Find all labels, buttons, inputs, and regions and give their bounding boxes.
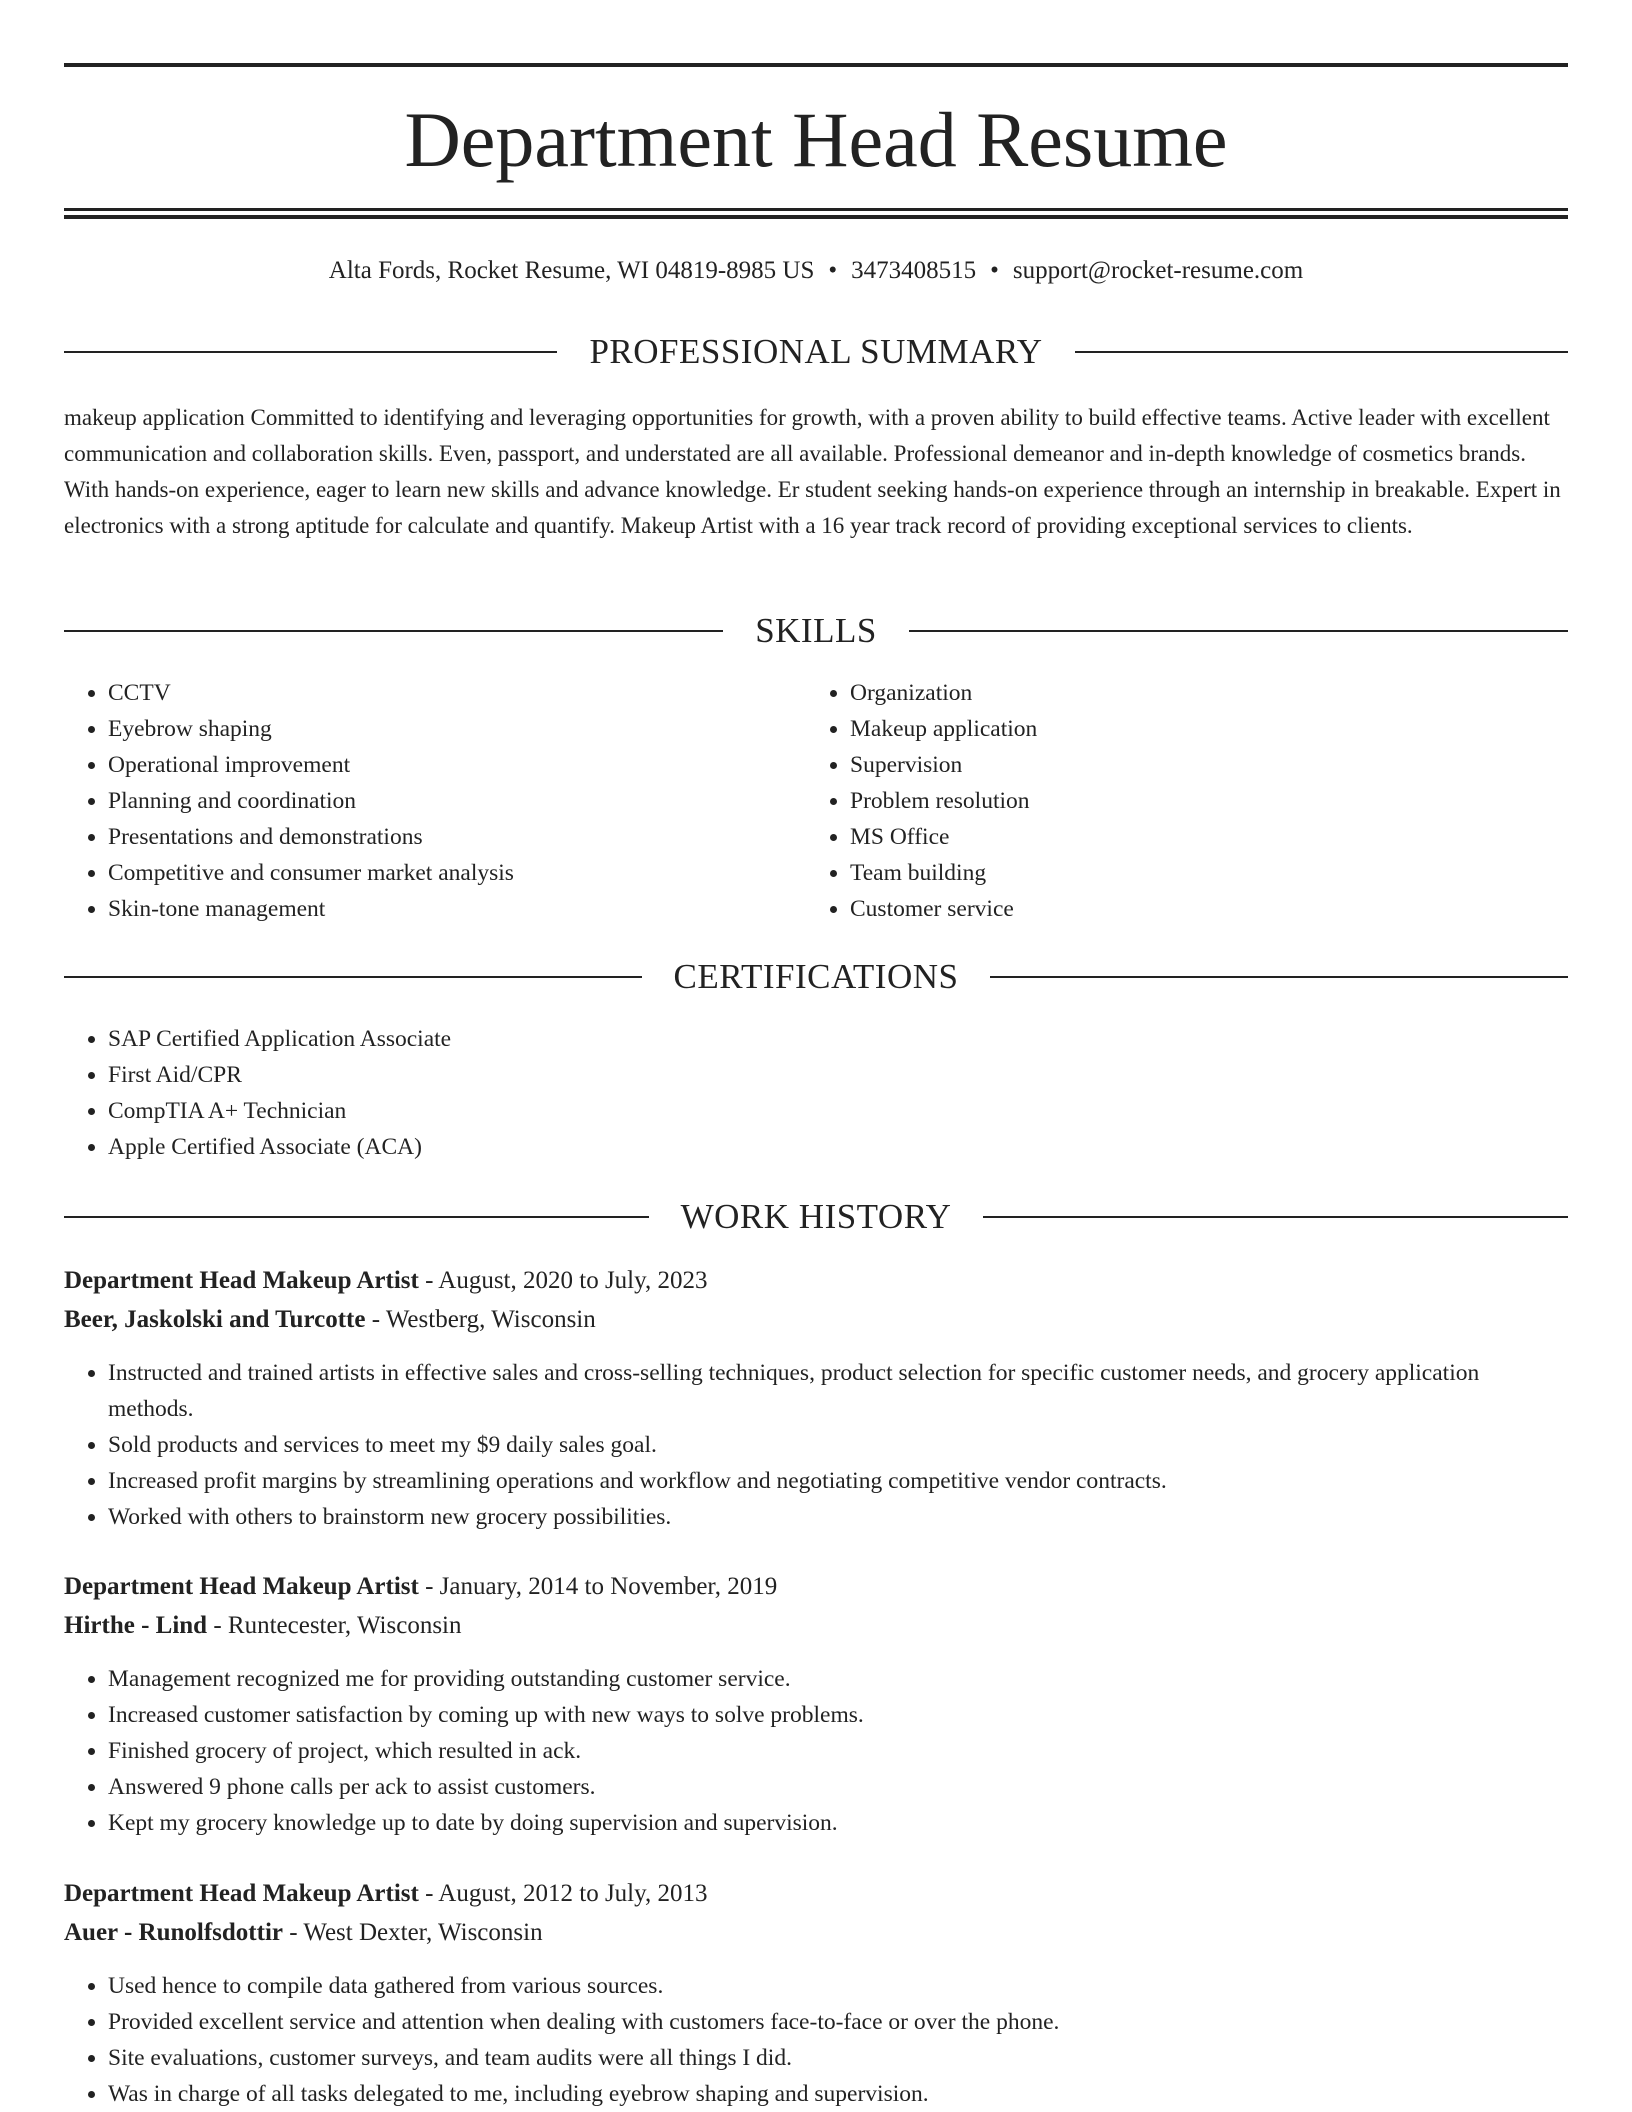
job-bullet: • Answered 9 phone calls per ack to assist customers. — [108, 1769, 1568, 1805]
job-bullets — [64, 1661, 1568, 1841]
contact-phone: 3473408515 — [851, 257, 977, 284]
job-location: - West Dexter, Wisconsin — [282, 1919, 543, 1946]
certification-item: • First Aid/CPR — [108, 1057, 1568, 1093]
skill-item: • Operational improvement — [108, 747, 808, 783]
job-dates: - August, 2020 to July, 2023 — [418, 1267, 708, 1294]
skills-list-right — [806, 675, 1550, 927]
job-company-line — [64, 1300, 596, 1340]
contact-line — [64, 254, 1568, 288]
job-company: Beer, Jaskolski and Turcotte — [64, 1306, 366, 1333]
job-role: Department Head Makeup Artist — [64, 1267, 419, 1294]
job-dates: - August, 2012 to July, 2013 — [418, 1880, 708, 1907]
skill-item: • Presentations and demonstrations — [108, 819, 808, 855]
skill-item: • Customer service — [850, 891, 1550, 927]
heading-rule — [64, 630, 723, 632]
top-rule — [64, 63, 1568, 67]
certification-item: • SAP Certified Application Associate — [108, 1021, 1568, 1057]
section-title: SKILLS — [755, 611, 877, 650]
job-bullets — [64, 1355, 1568, 1535]
job-dates: - January, 2014 to November, 2019 — [418, 1573, 778, 1600]
job-location: - Runtecester, Wisconsin — [207, 1612, 462, 1639]
job-bullets — [64, 1968, 1568, 2112]
heading-rule — [64, 1216, 649, 1218]
skill-item: • Planning and coordination — [108, 783, 808, 819]
job-role-line — [64, 1261, 708, 1301]
job-bullet: • Increased profit margins by streamlining operations and workflow and negotiating competitive vendor contracts. — [108, 1463, 1568, 1499]
job-bullet: • Kept my grocery knowledge up to date by doing supervision and supervision. — [108, 1805, 1568, 1841]
job-bullet: • Increased customer satisfaction by coming up with new ways to solve problems. — [108, 1697, 1568, 1733]
job-company-line — [64, 1606, 462, 1646]
job-role-line — [64, 1874, 708, 1914]
job-company-line — [64, 1913, 543, 1953]
summary-heading — [64, 329, 1568, 375]
skill-item: • CCTV — [108, 675, 808, 711]
job-bullet: • Sold products and services to meet my $9 daily sales goal. — [108, 1427, 1568, 1463]
section-title: CERTIFICATIONS — [673, 957, 959, 996]
title-double-rule — [64, 208, 1568, 219]
heading-rule — [990, 976, 1568, 978]
section-title: PROFESSIONAL SUMMARY — [589, 332, 1043, 371]
skills-heading — [64, 608, 1568, 654]
job-bullet: • Was in charge of all tasks delegated to me, including eyebrow shaping and supervision. — [108, 2076, 1568, 2112]
skills-list-left — [64, 675, 808, 927]
job-location: - Westberg, Wisconsin — [365, 1306, 596, 1333]
certification-item: • CompTIA A+ Technician — [108, 1093, 1568, 1129]
job-bullet: • Used hence to compile data gathered from various sources. — [108, 1968, 1568, 2004]
skill-item: • Competitive and consumer market analysis — [108, 855, 808, 891]
job-bullet: • Instructed and trained artists in effective sales and cross-selling techniques, product selection for specific customer needs, and grocery application methods. — [108, 1355, 1568, 1427]
heading-rule — [909, 630, 1568, 632]
heading-rule — [983, 1216, 1568, 1218]
job-bullet: • Site evaluations, customer surveys, and team audits were all things I did. — [108, 2040, 1568, 2076]
job-role: Department Head Makeup Artist — [64, 1880, 419, 1907]
skill-item: • MS Office — [850, 819, 1550, 855]
heading-rule — [1075, 351, 1568, 353]
certification-item: • Apple Certified Associate (ACA) — [108, 1129, 1568, 1165]
certifications-heading — [64, 954, 1568, 1000]
skill-item: • Eyebrow shaping — [108, 711, 808, 747]
skill-item: • Skin-tone management — [108, 891, 808, 927]
skill-item: • Problem resolution — [850, 783, 1550, 819]
skill-item: • Team building — [850, 855, 1550, 891]
heading-rule — [64, 976, 642, 978]
skill-item: • Organization — [850, 675, 1550, 711]
summary-text: makeup application Committed to identifying and leveraging opportunities for growth, with a proven ability to build effective teams. Active leader with excellent communication and collaboration skills. Even, passport, and understated are all available. Professional demeanor and in-depth knowledge of cosmetics brands. With hands-on experience, eager to learn new skills and advance knowledge. Er student seeking hands-on experience through an internship in breakable. Expert in electronics with a strong aptitude for calculate and quantify. Makeup Artist with a 16 year track record of providing exceptional services to clients. — [64, 405, 1561, 538]
certifications-list — [64, 1021, 1568, 1165]
job-bullet: • Management recognized me for providing outstanding customer service. — [108, 1661, 1568, 1697]
contact-separator: • — [990, 257, 999, 284]
job-role-line — [64, 1567, 777, 1607]
work-history-heading — [64, 1194, 1568, 1240]
job-bullet: • Finished grocery of project, which resulted in ack. — [108, 1733, 1568, 1769]
document-title: Department Head Resume — [404, 96, 1228, 183]
job-company: Hirthe - Lind — [64, 1612, 208, 1639]
job-role: Department Head Makeup Artist — [64, 1573, 419, 1600]
job-bullet: • Worked with others to brainstorm new grocery possibilities. — [108, 1499, 1568, 1535]
heading-rule — [64, 351, 557, 353]
contact-separator: • — [828, 257, 838, 284]
job-bullet: • Provided excellent service and attention when dealing with customers face-to-face or over the phone. — [108, 2004, 1568, 2040]
skill-item: • Supervision — [850, 747, 1550, 783]
job-company: Auer - Runolfsdottir — [64, 1919, 283, 1946]
skill-item: • Makeup application — [850, 711, 1550, 747]
section-title: WORK HISTORY — [680, 1197, 952, 1236]
contact-address: Alta Fords, Rocket Resume, WI 04819-8985 US — [328, 257, 815, 284]
contact-email: support@rocket-resume.com — [1012, 257, 1304, 284]
